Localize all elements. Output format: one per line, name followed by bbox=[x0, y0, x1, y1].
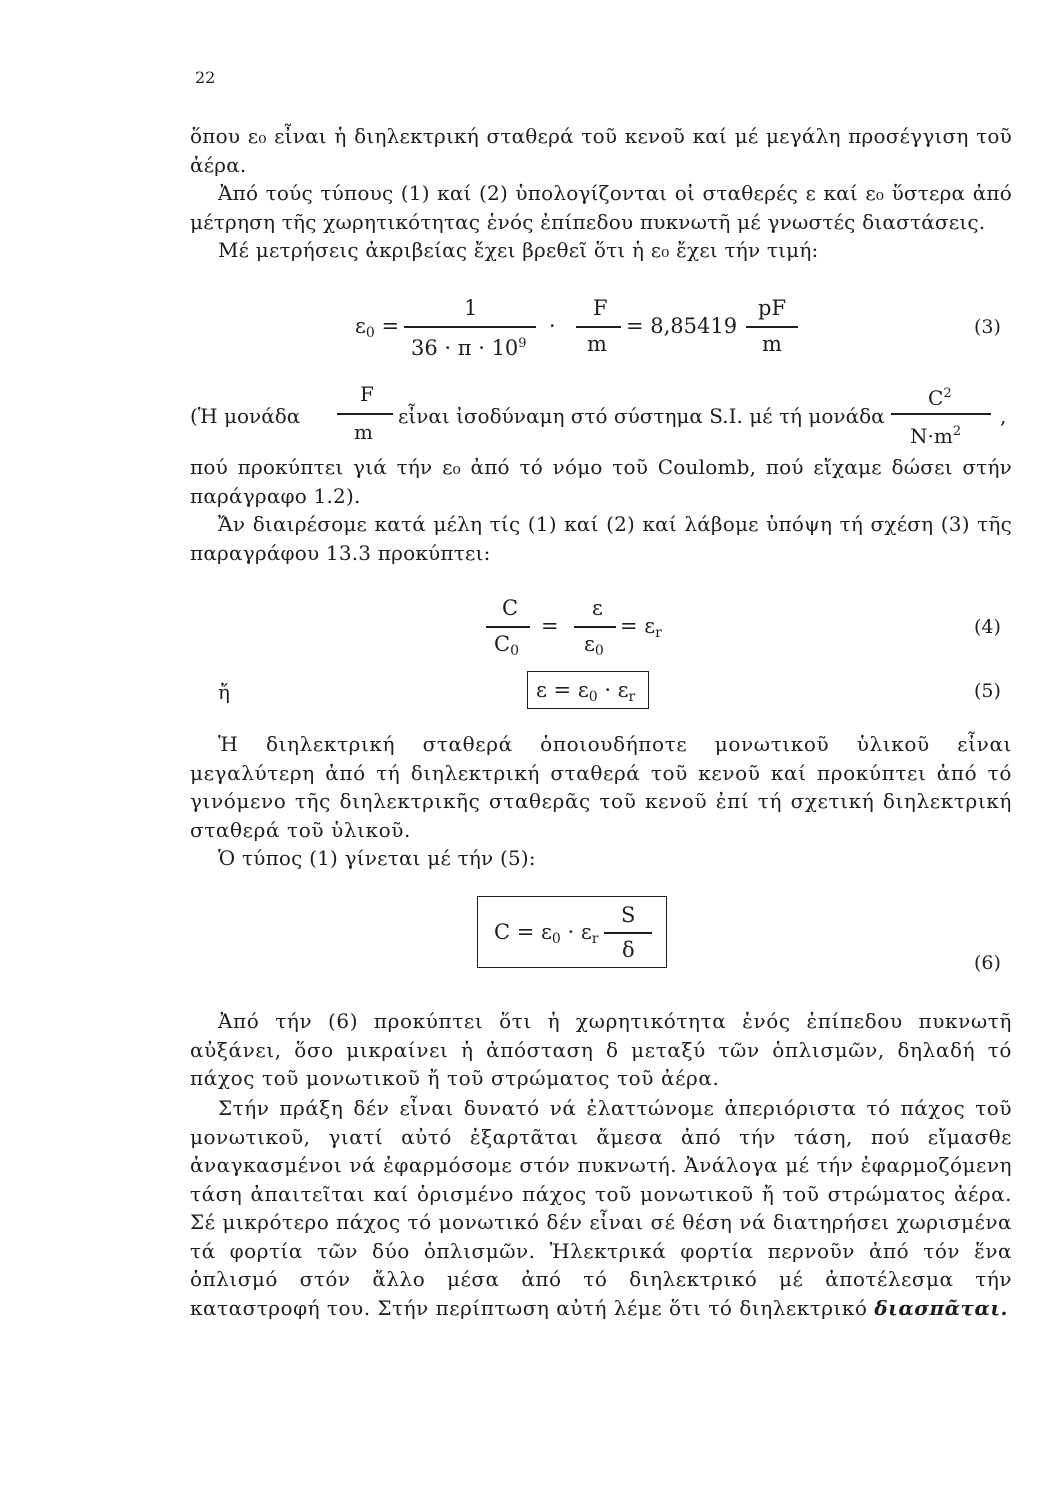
unit-note-comma: , bbox=[1000, 404, 1007, 428]
eq4-frac1-numerator: C bbox=[502, 596, 519, 620]
eq3-dot: · bbox=[549, 314, 556, 338]
eq3-frac1-bar bbox=[404, 326, 536, 328]
eq3-frac1-denominator: $36 \cdot \pi \cdot 10^9$ bbox=[411, 336, 527, 360]
emphasized-term: διασπᾶται. bbox=[874, 1295, 1008, 1320]
paragraph-epsilon-definition: ὅπου ε₀ εἶναι ἡ διηλεκτρική σταθερά τοῦ κενοῦ καί μέ μεγάλη προσέγγιση τοῦ ἀέρα. bbox=[190, 124, 1012, 177]
eq3-frac2-bar bbox=[576, 326, 621, 328]
unit-note-open: (Ἡ μονάδα bbox=[190, 404, 301, 428]
eq4-frac2-bar bbox=[574, 626, 616, 628]
eq6-bar bbox=[604, 932, 652, 934]
paragraph-formula-becomes: Ὁ τύπος (1) γίνεται μέ τήν (5): bbox=[218, 846, 536, 870]
eq6-lhs: $C = \varepsilon_0 \cdot \varepsilon_r$ bbox=[494, 920, 599, 947]
eq4-frac1-denominator: $C_0$ bbox=[494, 632, 519, 659]
eq4-frac1-bar bbox=[486, 626, 530, 628]
or-word: ἤ bbox=[218, 680, 230, 704]
eq3-frac3-bar bbox=[746, 326, 798, 328]
eq5-number: (5) bbox=[974, 680, 1001, 702]
paragraph-capacitance-increases: Ἀπό τήν (6) προκύπτει ὅτι ἡ χωρητικότητα ἑνός ἐπίπεδου πυκνωτῆ αὐξάνει, ὅσο μικραίνει ἡ ἀπόσταση δ μεταξύ τῶν ὁπλισμῶν, δηλαδή τό πάχος τοῦ μονωτικοῦ ἤ τοῦ στρώματος τοῦ ἀέρα. bbox=[190, 1009, 1012, 1090]
eq3-frac2-numerator: F bbox=[593, 296, 608, 320]
eq5-formula: $\varepsilon = \varepsilon_0 \cdot \varepsilon_r$ bbox=[536, 678, 636, 705]
unit-note-c-bar bbox=[891, 413, 991, 415]
eq3-frac3-denominator: m bbox=[762, 332, 782, 356]
eq3-value: = 8,85419 bbox=[626, 314, 738, 338]
unit-note-f-bar bbox=[337, 413, 393, 415]
eq3-number: (3) bbox=[974, 316, 1001, 338]
paragraph-dielectric-constant: Ἡ διηλεκτρική σταθερά ὁποιουδήποτε μονωτικοῦ ὑλικοῦ εἶναι μεγαλύτερη ἀπό τή διηλεκτρική σταθερά τοῦ κενοῦ καί προκύπτει ἀπό τό γινόμενο τῆς διηλεκτρικῆς σταθερᾶς τοῦ κενοῦ ἐπί τή σχετική διηλεκτρική σταθερά τοῦ ὑλικοῦ. bbox=[190, 732, 1012, 842]
unit-note-f-denominator: m bbox=[354, 420, 373, 444]
unit-note-f-numerator: F bbox=[360, 382, 374, 406]
eq4-frac2-denominator: $\varepsilon_0$ bbox=[584, 632, 604, 659]
page-number: 22 bbox=[195, 68, 216, 87]
unit-note-c-numerator: $C^2$ bbox=[928, 386, 952, 410]
eq3-frac3-numerator: pF bbox=[758, 296, 787, 320]
eq4-frac2-numerator: ε bbox=[592, 596, 603, 620]
eq4-rhs: = $\varepsilon_r$ bbox=[620, 614, 662, 641]
eq6-number: (6) bbox=[974, 952, 1001, 974]
eq6-numerator: S bbox=[621, 903, 636, 927]
paragraph-formulas-measurement: Ἀπό τούς τύπους (1) καί (2) ὑπολογίζονται οἱ σταθερές ε καί ε₀ ὕστερα ἀπό μέτρηση τῆς χωρητικότητας ἑνός ἐπίπεδου πυκνωτῆ μέ γνωστές διαστάσεις. bbox=[190, 181, 1012, 234]
eq3-frac1-numerator: 1 bbox=[464, 296, 478, 320]
eq3-frac2-denominator: m bbox=[587, 332, 607, 356]
eq4-equals: = bbox=[541, 614, 559, 638]
eq6-denominator: δ bbox=[622, 938, 635, 962]
paragraph-dielectric-breakdown: Στήν πράξη δέν εἶναι δυνατό νά ἐλαττώνομε ἀπεριόριστα τό πάχος τοῦ μονωτικοῦ, γιατί αὐτό ἐξαρτᾶται ἄμεσα ἀπό τήν τάση, πού εἴμασθε ἀναγκασμένοι νά ἐφαρμόσομε στόν πυκνωτή. Ἀνάλογα μέ τήν ἐφαρμοζόμενη τάση ἀπαιτεῖται καί ὁρισμένο πάχος τοῦ μονωτικοῦ ἤ τοῦ στρώματος ἀέρα. Σέ μικρότερο πάχος τό μονωτικό δέν εἶναι σέ θέση νά διατηρήσει χωρισμένα τά φορτία τῶν δύο ὁπλισμῶν. Ἠλεκτρικά φορτία περνοῦν ἀπό τόν ἕνα ὁπλισμό στόν ἄλλο μέσα ἀπό τό διηλεκτρικό μέ ἀποτέλεσμα τήν καταστροφή του. Στήν περίπτωση αὐτή λέμε ὅτι τό διηλεκτρικό διασπᾶται. bbox=[190, 1096, 1012, 1320]
unit-note-c-denominator: $N\cdot m^2$ bbox=[910, 424, 962, 448]
paragraph-precision-measurement: Μέ μετρήσεις ἀκριβείας ἔχει βρεθεῖ ὅτι ἡ ε₀ ἔχει τήν τιμή: bbox=[218, 238, 819, 262]
eq4-number: (4) bbox=[974, 616, 1001, 638]
paragraph-divide-equations: Ἄν διαιρέσομε κατά μέλη τίς (1) καί (2) καί λάβομε ὑπόψη τή σχέση (3) τῆς παραγράφου 13.3 προκύπτει: bbox=[190, 512, 1012, 565]
eq3-lhs: $\varepsilon_0$ = bbox=[355, 314, 400, 341]
unit-note-middle: εἶναι ἰσοδύναμη στό σύστημα S.I. μέ τή μονάδα bbox=[398, 404, 885, 428]
unit-note-continuation: πού προκύπτει γιά τήν ε₀ ἀπό τό νόμο τοῦ Coulomb, πού εἴχαμε δώσει στήν παράγραφο 1.2). bbox=[190, 455, 1012, 508]
